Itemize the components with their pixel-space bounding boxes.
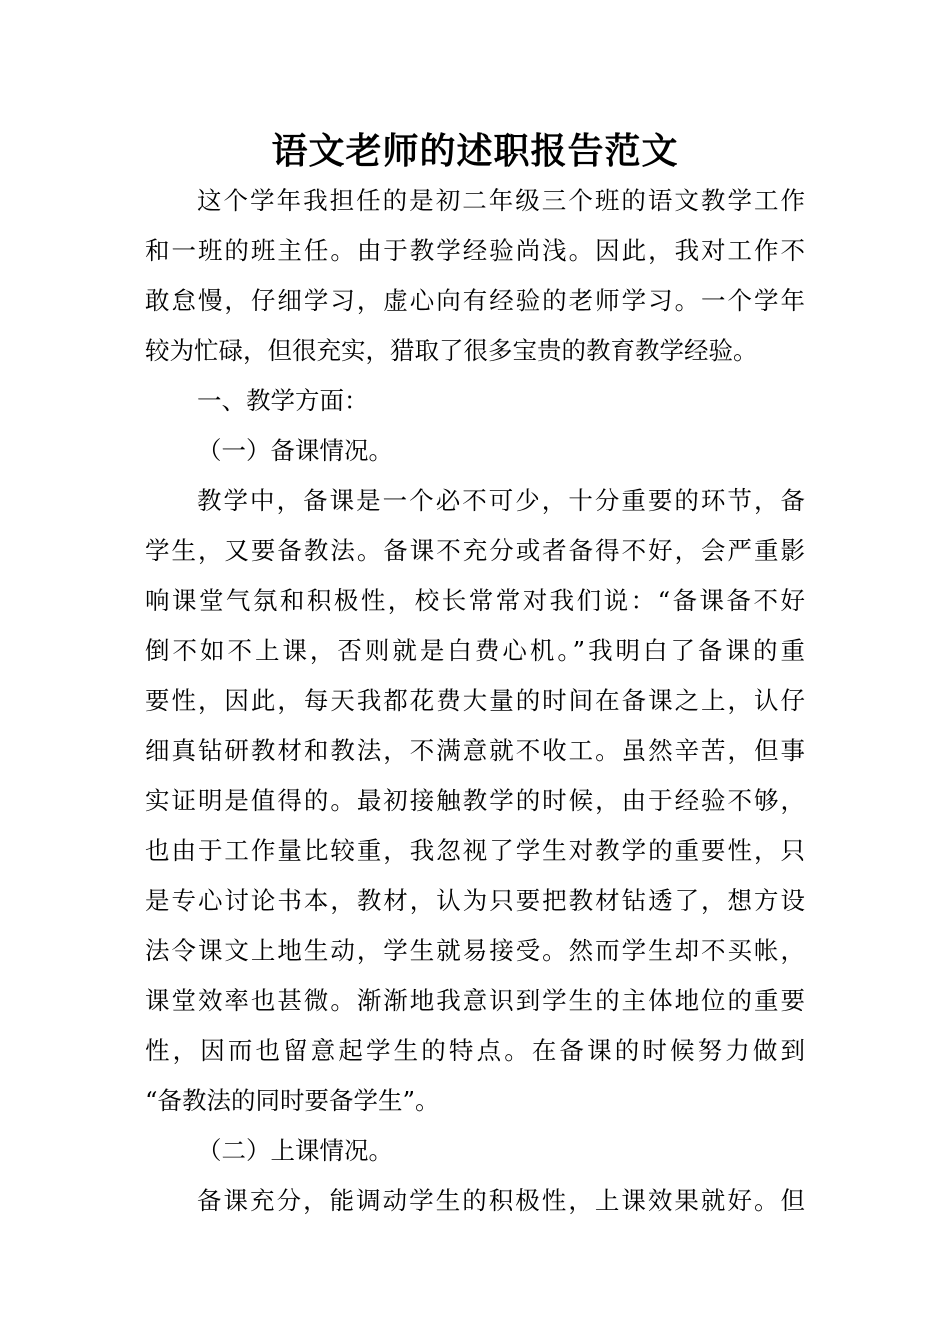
text-line: 教学中，备课是一个必不可少，十分重要的环节，备 <box>197 486 805 515</box>
text-line: 敢怠慢，仔细学习，虚心向有经验的老师学习。一个学年 <box>145 286 805 315</box>
text-line: 课堂效率也甚微。渐渐地我意识到学生的主体地位的重要 <box>145 986 805 1015</box>
text-line: （一）备课情况。 <box>197 436 393 465</box>
text-line: 和一班的班主任。由于教学经验尚浅。因此，我对工作不 <box>145 236 805 265</box>
text-line: 实证明是值得的。最初接触教学的时候，由于经验不够， <box>145 786 805 815</box>
text-line: 备课充分，能调动学生的积极性，上课效果就好。但 <box>197 1186 805 1215</box>
text-line: 也由于工作量比较重，我忽视了学生对教学的重要性，只 <box>145 836 805 865</box>
text-line: （二）上课情况。 <box>197 1136 393 1165</box>
text-line: 倒不如不上课，否则就是白费心机。”我明白了备课的重 <box>145 636 805 665</box>
text-line: 细真钻研教材和教法，不满意就不收工。虽然辛苦，但事 <box>145 736 805 765</box>
text-line: 学生，又要备教法。备课不充分或者备得不好，会严重影 <box>145 536 805 565</box>
text-line: 性，因而也留意起学生的特点。在备课的时候努力做到 <box>145 1036 805 1065</box>
text-line: 较为忙碌，但很充实，猎取了很多宝贵的教育教学经验。 <box>145 336 758 365</box>
text-line: “备教法的同时要备学生”。 <box>145 1086 440 1115</box>
text-line: 要性，因此，每天我都花费大量的时间在备课之上，认仔 <box>145 686 805 715</box>
text-line: 响课堂气氛和积极性，校长常常对我们说：“备课备不好 <box>145 586 805 615</box>
text-line: 这个学年我担任的是初二年级三个班的语文教学工作 <box>197 186 805 215</box>
text-line: 一、教学方面： <box>197 386 369 415</box>
text-line: 法令课文上地生动，学生就易接受。然而学生却不买帐， <box>145 936 805 965</box>
document-title: 语文老师的述职报告范文 <box>271 131 679 172</box>
text-line: 是专心讨论书本，教材，认为只要把教材钻透了，想方设 <box>145 886 805 915</box>
document-body <box>145 176 805 1226</box>
